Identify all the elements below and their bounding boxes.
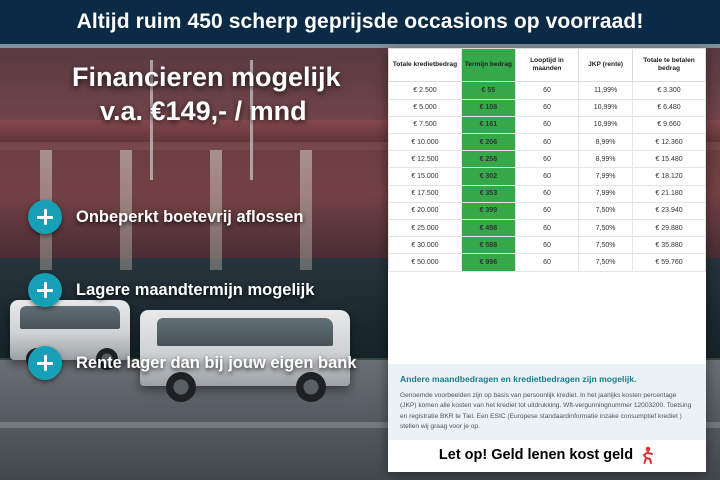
cell-apr: 8,99%	[579, 134, 633, 151]
benefit-list	[28, 200, 408, 419]
cell-duration: 60	[515, 116, 578, 133]
cell-monthly-amount: € 161	[461, 116, 515, 133]
cell-total-payable: € 23.940	[633, 202, 706, 219]
column-header-duration: Looptijd in maanden	[515, 49, 578, 82]
plus-icon	[28, 200, 62, 234]
benefit-label: Onbeperkt boetevrij aflossen	[76, 207, 304, 226]
disclaimer-body: Genoemde voorbeelden zijn op basis van persoonlijk krediet. In het jaarlijks kosten percentage (JKP) komen alle kosten van het krediet tot uitdrukking. Wft-vergunningnummer 12003200. Toetsing en registratie BKR te Tiel. Een ESIC (Europese standaardinformatie inzake consumptief krediet ) stellen wij graag voor je op.	[400, 392, 692, 430]
table-header-row	[389, 49, 706, 82]
cell-monthly-amount: € 108	[461, 99, 515, 116]
disclaimer-block	[388, 364, 706, 440]
cell-duration: 60	[515, 237, 578, 254]
list-item	[28, 273, 408, 307]
cell-monthly-amount: € 598	[461, 237, 515, 254]
cell-total-credit: € 7.500	[389, 116, 462, 133]
cell-total-credit: € 25.000	[389, 219, 462, 236]
benefit-label: Rente lager dan bij jouw eigen bank	[76, 353, 357, 372]
cell-duration: 60	[515, 168, 578, 185]
cell-apr: 11,99%	[579, 82, 633, 99]
cell-monthly-amount: € 258	[461, 151, 515, 168]
running-person-icon	[639, 446, 655, 464]
cell-duration: 60	[515, 82, 578, 99]
cell-total-payable: € 12.360	[633, 134, 706, 151]
cell-monthly-amount: € 498	[461, 219, 515, 236]
cell-apr: 8,99%	[579, 151, 633, 168]
table-row	[389, 254, 706, 271]
cell-apr: 10,99%	[579, 116, 633, 133]
cell-monthly-amount: € 55	[461, 82, 515, 99]
table-row	[389, 168, 706, 185]
table-row	[389, 202, 706, 219]
table-row	[389, 116, 706, 133]
cell-total-credit: € 12.500	[389, 151, 462, 168]
cell-monthly-amount: € 996	[461, 254, 515, 271]
cell-total-credit: € 50.000	[389, 254, 462, 271]
list-item	[28, 200, 408, 234]
table-row	[389, 99, 706, 116]
cell-total-credit: € 10.000	[389, 134, 462, 151]
table-row	[389, 82, 706, 99]
cell-apr: 10,99%	[579, 99, 633, 116]
cell-monthly-amount: € 399	[461, 202, 515, 219]
table-row	[389, 151, 706, 168]
cell-total-credit: € 17.500	[389, 185, 462, 202]
cell-total-credit: € 30.000	[389, 237, 462, 254]
headline-block	[72, 62, 412, 127]
cell-apr: 7,50%	[579, 254, 633, 271]
cell-apr: 7,50%	[579, 202, 633, 219]
headline-line-2: v.a. €149,- / mnd	[100, 96, 307, 127]
promo-banner	[0, 0, 720, 44]
cell-total-credit: € 2.500	[389, 82, 462, 99]
cell-apr: 7,99%	[579, 168, 633, 185]
plus-icon	[28, 273, 62, 307]
cell-duration: 60	[515, 151, 578, 168]
cell-duration: 60	[515, 185, 578, 202]
cell-total-payable: € 3.300	[633, 82, 706, 99]
cell-total-payable: € 15.480	[633, 151, 706, 168]
column-header-monthly-amount: Termijn bedrag	[461, 49, 515, 82]
rate-table	[388, 48, 706, 272]
cell-duration: 60	[515, 254, 578, 271]
rate-table-body	[389, 82, 706, 271]
column-header-total-credit: Totale kredietbedrag	[389, 49, 462, 82]
table-row	[389, 219, 706, 236]
table-row	[389, 237, 706, 254]
cell-monthly-amount: € 353	[461, 185, 515, 202]
table-row	[389, 185, 706, 202]
cell-total-payable: € 9.660	[633, 116, 706, 133]
cell-duration: 60	[515, 219, 578, 236]
cell-total-payable: € 18.120	[633, 168, 706, 185]
cell-apr: 7,99%	[579, 185, 633, 202]
cell-apr: 7,50%	[579, 219, 633, 236]
cell-apr: 7,50%	[579, 237, 633, 254]
legal-warning-bar	[388, 440, 706, 472]
cell-total-payable: € 59.760	[633, 254, 706, 271]
cell-total-payable: € 35.880	[633, 237, 706, 254]
headline-line-1: Financieren mogelijk	[72, 62, 341, 92]
list-item	[28, 346, 408, 380]
table-row	[389, 134, 706, 151]
cell-total-payable: € 29.880	[633, 219, 706, 236]
cell-monthly-amount: € 302	[461, 168, 515, 185]
cell-total-credit: € 5.000	[389, 99, 462, 116]
cell-total-payable: € 21.180	[633, 185, 706, 202]
promo-banner-text: Altijd ruim 450 scherp geprijsde occasions op voorraad!	[76, 10, 644, 33]
cell-duration: 60	[515, 202, 578, 219]
benefit-label: Lagere maandtermijn mogelijk	[76, 280, 315, 299]
plus-icon	[28, 346, 62, 380]
cell-total-credit: € 20.000	[389, 202, 462, 219]
cell-monthly-amount: € 206	[461, 134, 515, 151]
column-header-total-payable: Totale te betalen bedrag	[633, 49, 706, 82]
cell-total-credit: € 15.000	[389, 168, 462, 185]
disclaimer-title: Andere maandbedragen en kredietbedragen zijn mogelijk.	[400, 374, 637, 385]
column-header-apr: JKP (rente)	[579, 49, 633, 82]
cell-duration: 60	[515, 134, 578, 151]
cell-duration: 60	[515, 99, 578, 116]
financing-rate-card	[388, 48, 706, 472]
cell-total-payable: € 6.480	[633, 99, 706, 116]
legal-warning-text: Let op! Geld lenen kost geld	[438, 447, 634, 463]
